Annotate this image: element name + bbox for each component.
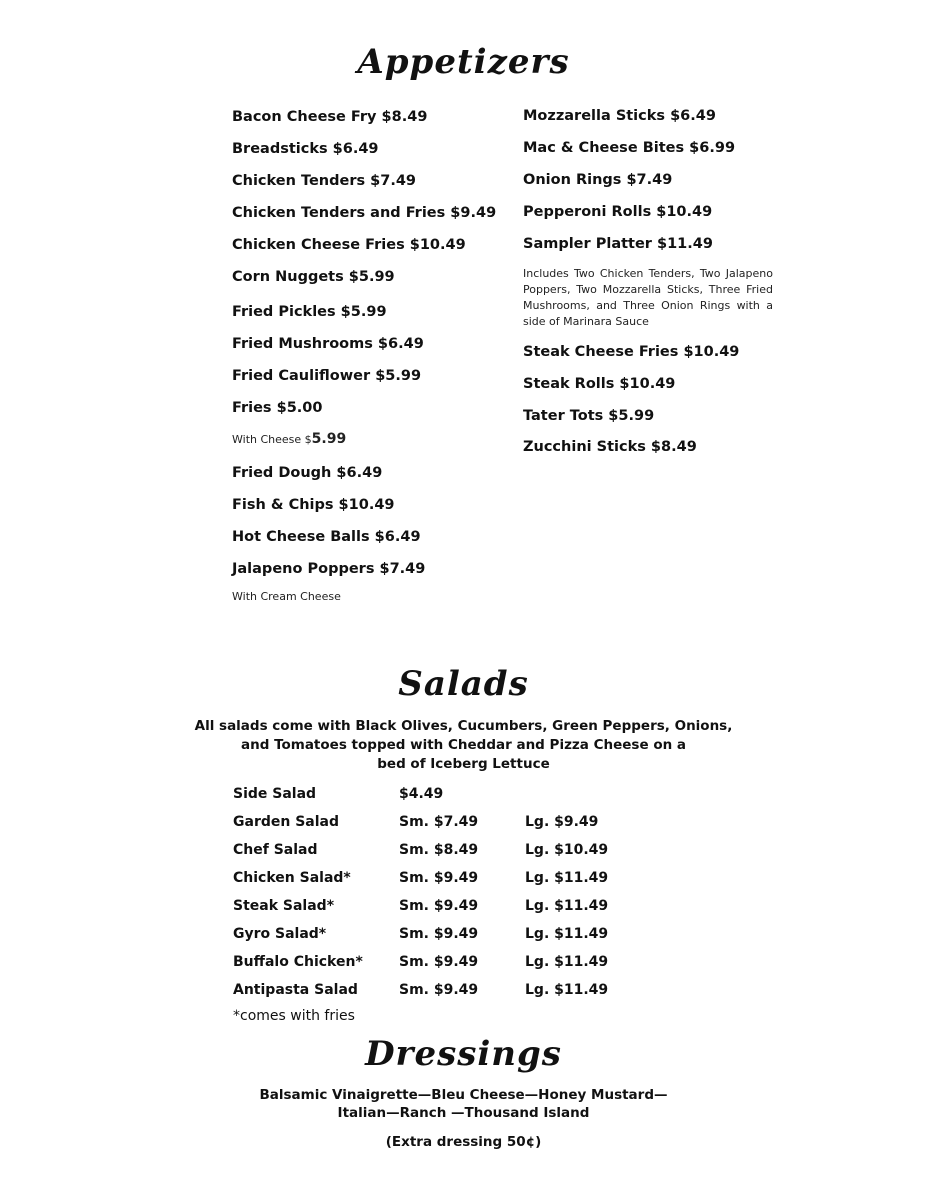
salads-table: [233, 780, 645, 1004]
menu-item: Chicken Cheese Fries $10.49: [232, 237, 466, 253]
salad-large-price: Lg. $10.49: [525, 842, 609, 858]
dressings-line-1: Balsamic Vinaigrette—Bleu Cheese—Honey Mustard—: [259, 1087, 668, 1103]
extra-dressing-note: (Extra dressing 50¢): [385, 1134, 542, 1150]
menu-item: Tater Tots $5.99: [523, 408, 655, 424]
menu-item: Breadsticks $6.49: [232, 141, 379, 157]
salad-small-price: $4.49: [399, 786, 444, 802]
salad-name: Gyro Salad*: [233, 926, 327, 942]
menu-item: Pepperoni Rolls $10.49: [523, 204, 713, 220]
menu-item: Chicken Tenders and Fries $9.49: [232, 205, 497, 221]
salad-name: Steak Salad*: [233, 898, 335, 914]
salad-row: [233, 808, 645, 836]
salads-footnote: *comes with fries: [233, 1008, 355, 1024]
salad-row: [233, 976, 645, 1004]
menu-item: Fries $5.00: [232, 400, 323, 416]
menu-item: Onion Rings $7.49: [523, 172, 673, 188]
salad-name: Chicken Salad*: [233, 870, 351, 886]
salad-row: [233, 836, 645, 864]
appetizers-heading: Appetizers: [357, 42, 570, 82]
menu-item: Fried Cauliflower $5.99: [232, 368, 422, 384]
poppers-cream-cheese-note: With Cream Cheese: [232, 590, 341, 603]
salad-small-price: Sm. $9.49: [399, 870, 479, 886]
menu-item: Fried Dough $6.49: [232, 465, 383, 481]
salad-large-price: Lg. $9.49: [525, 814, 599, 830]
salad-small-price: Sm. $7.49: [399, 814, 479, 830]
salad-small-price: Sm. $9.49: [399, 898, 479, 914]
salad-small-price: Sm. $9.49: [399, 982, 479, 998]
menu-item: Bacon Cheese Fry $8.49: [232, 109, 428, 125]
salad-name: Antipasta Salad: [233, 982, 358, 998]
menu-item: Mozzarella Sticks $6.49: [523, 108, 716, 124]
menu-item: Fish & Chips $10.49: [232, 497, 395, 513]
salad-large-price: Lg. $11.49: [525, 870, 609, 886]
salads-intro-line-3: bed of Iceberg Lettuce: [377, 756, 550, 772]
salad-row: [233, 920, 645, 948]
salad-large-price: [525, 780, 645, 808]
salad-small-price: Sm. $8.49: [399, 842, 479, 858]
salad-large-price: Lg. $11.49: [525, 954, 609, 970]
fries-cheese-note: With Cheese $5.99: [232, 431, 347, 447]
salad-row: [233, 948, 645, 976]
menu-item: Mac & Cheese Bites $6.99: [523, 140, 736, 156]
salad-name: Buffalo Chicken*: [233, 954, 363, 970]
salad-large-price: Lg. $11.49: [525, 898, 609, 914]
salad-name: Side Salad: [233, 786, 317, 802]
menu-item: Steak Rolls $10.49: [523, 376, 676, 392]
salads-heading: Salads: [398, 664, 529, 704]
menu-item: Sampler Platter $11.49: [523, 236, 713, 252]
menu-item: Hot Cheese Balls $6.49: [232, 529, 421, 545]
salad-small-price: Sm. $9.49: [399, 926, 479, 942]
salad-row: [233, 780, 645, 808]
menu-item: Corn Nuggets $5.99: [232, 269, 395, 285]
menu-item: Steak Cheese Fries $10.49: [523, 344, 740, 360]
menu-item: Chicken Tenders $7.49: [232, 173, 417, 189]
menu-item: Fried Mushrooms $6.49: [232, 336, 424, 352]
menu-item: Fried Pickles $5.99: [232, 304, 387, 320]
salad-large-price: Lg. $11.49: [525, 926, 609, 942]
salad-small-price: Sm. $9.49: [399, 954, 479, 970]
dressings-line-2: Italian—Ranch —Thousand Island: [337, 1105, 590, 1121]
dressings-heading: Dressings: [365, 1034, 562, 1074]
menu-item: Jalapeno Poppers $7.49: [232, 561, 426, 577]
salads-intro-line-2: and Tomatoes topped with Cheddar and Pizza Cheese on a: [240, 737, 687, 753]
salad-row: [233, 892, 645, 920]
salad-row: [233, 864, 645, 892]
salads-intro-line-1: All salads come with Black Olives, Cucumbers, Green Peppers, Onions,: [194, 718, 733, 734]
menu-item: Zucchini Sticks $8.49: [523, 439, 697, 455]
salad-name: Chef Salad: [233, 842, 318, 858]
salad-large-price: Lg. $11.49: [525, 982, 609, 998]
salad-name: Garden Salad: [233, 814, 339, 830]
sampler-platter-note: Includes Two Chicken Tenders, Two Jalapeno Poppers, Two Mozzarella Sticks, Three Fried Mushrooms, and Three Onion Rings with a side of Marinara Sauce: [523, 267, 773, 328]
